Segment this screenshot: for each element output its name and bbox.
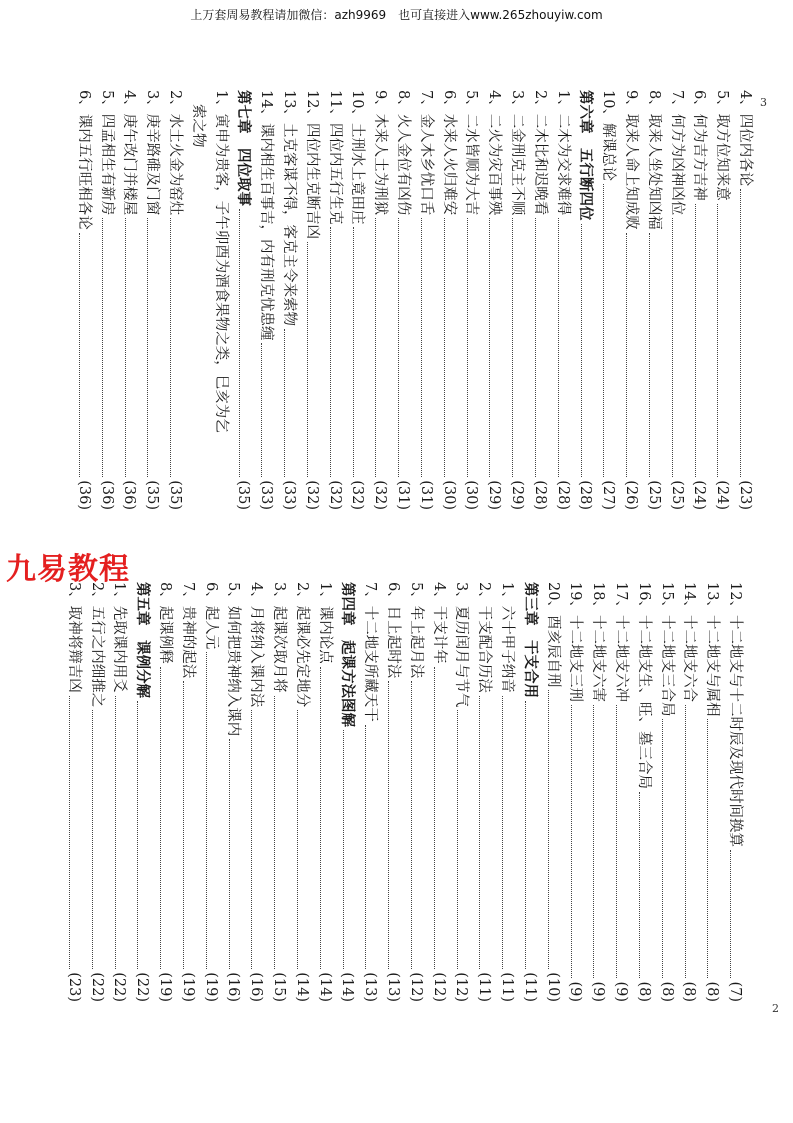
toc-entry-page: (32) xyxy=(326,480,343,510)
toc-entry-row xyxy=(596,90,619,510)
toc-entry-row xyxy=(222,582,245,1002)
toc-panel-lower xyxy=(36,582,746,1002)
toc-dot-leader xyxy=(297,710,298,969)
toc-dot-leader xyxy=(239,209,240,477)
toc-entry-title: 14、十二地支六合 xyxy=(681,582,698,702)
toc-entry-row xyxy=(700,582,723,1002)
toc-entry-title: 10、土刑水上竟田庄 xyxy=(349,90,366,225)
toc-dot-leader xyxy=(548,690,549,969)
toc-entry-row xyxy=(176,582,199,1002)
toc-entry-title: 7、何方为凶神凶位 xyxy=(668,90,685,216)
toc-entry-row xyxy=(391,90,414,510)
toc-dot-leader xyxy=(375,218,376,477)
toc-entry-title: 6、起人元 xyxy=(202,582,219,650)
toc-entry-title: 12、十二地支与十二时辰及现代时间换算 xyxy=(727,582,743,847)
toc-entry-title: 2、五行之内细推之 xyxy=(88,582,105,708)
toc-entry-page: (12) xyxy=(430,972,447,1002)
toc-entry-title: 1、六十甲子纳音 xyxy=(499,582,516,693)
toc-entry-row xyxy=(290,582,313,1002)
toc-entry-row xyxy=(163,90,186,510)
toc-entry-title: 4、月将纳入课内法 xyxy=(248,582,265,708)
toc-entry-title: 5、如何把贵神纳入课内 xyxy=(225,582,242,737)
toc-entry-row xyxy=(313,582,336,1002)
toc-entry-row xyxy=(186,90,209,510)
toc-dot-leader xyxy=(102,218,103,477)
toc-dot-leader xyxy=(353,227,354,477)
toc-entry-title: 2、二木比和迟晚看 xyxy=(531,90,548,216)
toc-dot-leader xyxy=(685,705,686,979)
toc-entry-row xyxy=(140,90,163,510)
toc-dot-leader xyxy=(525,701,526,969)
toc-entry-title: 16、十二地支生、旺、墓三合局 xyxy=(635,582,652,789)
toc-entry-row xyxy=(368,90,391,510)
toc-entry-title: 第四章 起课方法图解 xyxy=(339,582,357,727)
toc-dot-leader xyxy=(457,710,458,969)
toc-entry-page: (25) xyxy=(645,480,662,510)
toc-entry-title: 18、十二地支六害 xyxy=(590,582,607,702)
toc-entry-title: 11、四位内五行生克 xyxy=(326,90,343,225)
toc-entry-title: 20、酉亥辰自刑 xyxy=(544,582,561,688)
toc-entry-row xyxy=(346,90,369,510)
toc-entry-title: 4、庚午改门并楼屋 xyxy=(121,90,138,216)
toc-entry-title: 第五章 课例分解 xyxy=(134,582,152,698)
toc-entry-title: 8、起课例释 xyxy=(157,582,174,664)
toc-entry-page: (36) xyxy=(75,480,92,510)
toc-dot-leader xyxy=(160,667,161,970)
toc-entry-title: 9、木来人土为刑狱 xyxy=(372,90,389,216)
toc-dot-leader xyxy=(92,710,93,969)
toc-entry-page: (30) xyxy=(463,480,480,510)
toc-entry-title: 1、二木为交求难得 xyxy=(554,90,571,216)
toc-entry-page: (29) xyxy=(509,480,526,510)
toc-dot-leader xyxy=(307,242,308,477)
toc-dot-leader xyxy=(411,681,412,969)
watermark-logo: 九易教程 xyxy=(6,552,130,587)
toc-entry-page: (8) xyxy=(704,981,721,1002)
toc-entry-page: (8) xyxy=(681,981,698,1002)
toc-dot-leader xyxy=(730,850,731,979)
toc-entry-title: 5、二水皆顺为大吉 xyxy=(463,90,480,216)
toc-entry-row xyxy=(678,582,701,1002)
toc-dot-leader xyxy=(502,696,503,970)
toc-dot-leader xyxy=(626,233,627,478)
toc-entry-row xyxy=(199,582,222,1002)
toc-dot-leader xyxy=(672,218,673,477)
toc-entry-page: (30) xyxy=(440,480,457,510)
toc-entry-page: (35) xyxy=(144,480,161,510)
toc-entry-title: 6、何为吉方吉神 xyxy=(691,90,708,201)
toc-entry-title: 14、课内相生百事吉，内有刑克忧患缠 xyxy=(258,90,275,341)
toc-entry-row xyxy=(267,582,290,1002)
toc-dot-leader xyxy=(365,725,366,970)
toc-entry-page: (15) xyxy=(271,972,288,1002)
toc-entry-page: (12) xyxy=(407,972,424,1002)
toc-dot-leader xyxy=(147,218,148,477)
toc-dot-leader xyxy=(251,710,252,969)
toc-dot-leader xyxy=(639,792,640,979)
toc-dot-leader xyxy=(479,696,480,970)
toc-entry-row xyxy=(323,90,346,510)
toc-list-upper xyxy=(72,90,756,510)
toc-dot-leader xyxy=(444,218,445,477)
toc-entry-page: (10) xyxy=(544,972,561,1002)
toc-entry-page: (24) xyxy=(691,480,708,510)
toc-entry-row xyxy=(619,90,642,510)
toc-entry-page: (13) xyxy=(385,972,402,1002)
toc-entry-row xyxy=(472,582,495,1002)
toc-entry-row xyxy=(723,582,746,1002)
toc-entry-page: (8) xyxy=(658,981,675,1002)
toc-panel-upper xyxy=(36,90,756,510)
toc-dot-leader xyxy=(489,218,490,477)
toc-entry-title: 8、取来人坐处知凶福 xyxy=(645,90,662,230)
toc-entry-row xyxy=(427,582,450,1002)
toc-dot-leader xyxy=(740,189,741,477)
toc-dot-leader xyxy=(512,218,513,477)
toc-entry-row xyxy=(108,582,131,1002)
toc-entry-row xyxy=(277,90,300,510)
toc-chapter-row xyxy=(518,582,541,1002)
toc-entry-page: (16) xyxy=(225,972,242,1002)
toc-dot-leader xyxy=(662,719,663,978)
toc-dot-leader xyxy=(649,233,650,478)
toc-entry-page: (35) xyxy=(235,480,252,510)
toc-entry-title: 第七章 四位取事 xyxy=(235,90,253,206)
toc-entry-row xyxy=(381,582,404,1002)
toc-entry-title: 8、火人金位有凶伤 xyxy=(395,90,412,216)
toc-entry-page: (16) xyxy=(248,972,265,1002)
toc-dot-leader xyxy=(535,218,536,477)
toc-dot-leader xyxy=(115,696,116,970)
toc-entry-row xyxy=(414,90,437,510)
toc-dot-leader xyxy=(388,681,389,969)
toc-entry-row xyxy=(733,90,756,510)
toc-entry-title: 3、二金刑克主不顺 xyxy=(509,90,526,216)
toc-dot-leader xyxy=(581,224,582,478)
toc-dot-leader xyxy=(183,681,184,969)
toc-entry-page: (12) xyxy=(453,972,470,1002)
toc-entry-row xyxy=(551,90,574,510)
toc-entry-page: (9) xyxy=(567,981,584,1002)
toc-entry-title: 4、干支计年 xyxy=(430,582,447,664)
toc-dot-leader xyxy=(616,705,617,979)
toc-entry-title: 5、四孟相生有新房 xyxy=(98,90,115,216)
toc-entry-title: 2、水土火金为窑灶 xyxy=(167,90,184,216)
toc-entry-title: 3、夏历闰月与节气 xyxy=(453,582,470,708)
toc-entry-page: (32) xyxy=(303,480,320,510)
toc-entry-title: 9、取来人命上知成败 xyxy=(623,90,640,230)
toc-entry-page: (14) xyxy=(293,972,310,1002)
toc-entry-title: 1、先取课内用爻 xyxy=(111,582,128,693)
toc-entry-title: 2、起课必先定地分 xyxy=(293,582,310,708)
toc-dot-leader xyxy=(421,218,422,477)
toc-entry-page: (33) xyxy=(281,480,298,510)
toc-entry-row xyxy=(609,582,632,1002)
toc-entry-title: 13、土克客谋不得，客克主令来索物 xyxy=(281,90,298,326)
toc-entry-title: 第三章 干支合用 xyxy=(521,582,539,698)
toc-entry-row xyxy=(495,582,518,1002)
toc-chapter-row xyxy=(130,582,153,1002)
toc-entry-page: (8) xyxy=(635,981,652,1002)
toc-entry-page: (22) xyxy=(134,972,151,1002)
toc-entry-page: (26) xyxy=(623,480,640,510)
toc-entry-row xyxy=(450,582,473,1002)
toc-entry-title: 1、寅申为贵客，子午卯酉为酒食果物之类，巳亥为乞 xyxy=(212,90,229,433)
toc-entry-row xyxy=(642,90,665,510)
toc-entry-page: (19) xyxy=(202,972,219,1002)
toc-entry-title: 7、贵神的起法 xyxy=(179,582,196,679)
toc-entry-title: 3、取神将辩吉凶 xyxy=(65,582,82,693)
toc-dot-leader xyxy=(707,719,708,978)
toc-chapter-row xyxy=(574,90,597,510)
toc-entry-row xyxy=(254,90,277,510)
toc-dot-leader xyxy=(274,696,275,970)
toc-entry-page: (22) xyxy=(111,972,128,1002)
toc-entry-page: (14) xyxy=(339,972,356,1002)
toc-entry-row xyxy=(564,582,587,1002)
toc-entry-page: (36) xyxy=(98,480,115,510)
toc-dot-leader xyxy=(320,667,321,970)
toc-entry-row xyxy=(300,90,323,510)
toc-dot-leader xyxy=(69,696,70,970)
toc-entry-row xyxy=(460,90,483,510)
toc-entry-title: 4、四位内各论 xyxy=(737,90,753,187)
toc-dot-leader xyxy=(467,218,468,477)
toc-entry-row xyxy=(95,90,118,510)
toc-chapter-row xyxy=(336,582,359,1002)
toc-entry-page: (28) xyxy=(577,480,594,510)
toc-entry-page: (31) xyxy=(417,480,434,510)
toc-entry-row xyxy=(437,90,460,510)
toc-entry-row xyxy=(688,90,711,510)
toc-entry-title: 7、十二地支所藏天干 xyxy=(362,582,379,722)
toc-entry-row xyxy=(632,582,655,1002)
toc-entry-row xyxy=(404,582,427,1002)
toc-entry-row xyxy=(541,582,564,1002)
toc-entry-title: 5、取方位知来意 xyxy=(714,90,731,201)
toc-entry-page: (32) xyxy=(372,480,389,510)
toc-entry-page: (22) xyxy=(88,972,105,1002)
toc-entry-page: (19) xyxy=(179,972,196,1002)
toc-dot-leader xyxy=(343,730,344,969)
toc-dot-leader xyxy=(571,705,572,979)
toc-dot-leader xyxy=(206,652,207,969)
toc-entry-page: (14) xyxy=(316,972,333,1002)
toc-entry-page: (25) xyxy=(668,480,685,510)
page-number-top: 3 xyxy=(760,96,767,109)
toc-dot-leader xyxy=(284,329,285,477)
toc-dot-leader xyxy=(593,705,594,979)
toc-entry-title: 13、十二地支与属相 xyxy=(704,582,721,717)
toc-chapter-row xyxy=(232,90,255,510)
toc-entry-page: (29) xyxy=(486,480,503,510)
toc-entry-title: 17、十二地支六冲 xyxy=(613,582,630,702)
toc-entry-page: (23) xyxy=(65,972,82,1002)
toc-entry-page: (24) xyxy=(714,480,731,510)
toc-entry-page: (28) xyxy=(554,480,571,510)
toc-dot-leader xyxy=(229,739,230,969)
toc-entry-title: 6、日上起时法 xyxy=(385,582,402,679)
toc-dot-leader xyxy=(603,184,604,477)
toc-entry-row xyxy=(482,90,505,510)
toc-entry-title: 12、四位内生克断吉凶 xyxy=(303,90,320,239)
toc-entry-row xyxy=(665,90,688,510)
toc-dot-leader xyxy=(717,204,718,478)
toc-entry-row xyxy=(153,582,176,1002)
toc-entry-page: (13) xyxy=(362,972,379,1002)
toc-dot-leader xyxy=(125,218,126,477)
toc-entry-title: 3、起课次取月将 xyxy=(271,582,288,693)
toc-entry-title: 7、金人木乡忧口舌 xyxy=(417,90,434,216)
toc-entry-title: 4、二火为灾百事殃 xyxy=(486,90,503,216)
page-number-bottom: 2 xyxy=(772,1002,779,1015)
toc-entry-page: (27) xyxy=(600,480,617,510)
toc-entry-title: 索之物 xyxy=(189,104,206,148)
toc-entry-page: (19) xyxy=(157,972,174,1002)
toc-entry-row xyxy=(72,90,95,510)
toc-entry-page: (28) xyxy=(531,480,548,510)
toc-entry-row xyxy=(85,582,108,1002)
toc-entry-title: 第六章 五行断四位 xyxy=(577,90,595,221)
toc-entry-row xyxy=(505,90,528,510)
toc-entry-page: (9) xyxy=(613,981,630,1002)
toc-entry-title: 10、解课总论 xyxy=(600,90,617,181)
toc-entry-title: 6、水来人火归难安 xyxy=(440,90,457,216)
toc-entry-page: (9) xyxy=(590,981,607,1002)
toc-entry-row xyxy=(244,582,267,1002)
toc-entry-page: (31) xyxy=(395,480,412,510)
toc-dot-leader xyxy=(558,218,559,477)
toc-entry-page: (23) xyxy=(737,480,753,510)
toc-entry-title: 1、课内论点 xyxy=(316,582,333,664)
page-header: 上万套周易教程请加微信：azh9969 也可直接进入www.265zhouyiw.com xyxy=(190,8,603,22)
toc-entry-page: (36) xyxy=(121,480,138,510)
toc-entry-row xyxy=(655,582,678,1002)
toc-entry-title: 5、年上起月法 xyxy=(407,582,424,679)
toc-dot-leader xyxy=(79,233,80,478)
toc-entry-page: (11) xyxy=(499,972,516,1002)
toc-entry-row xyxy=(118,90,141,510)
toc-dot-leader xyxy=(695,204,696,478)
toc-dot-leader xyxy=(330,227,331,477)
toc-entry-page: (33) xyxy=(258,480,275,510)
toc-entry-page: (11) xyxy=(476,972,493,1002)
toc-entry-title: 15、十二地支三合局 xyxy=(658,582,675,717)
toc-dot-leader xyxy=(170,218,171,477)
toc-entry-page: (11) xyxy=(521,972,538,1002)
toc-entry-row xyxy=(358,582,381,1002)
toc-list-lower xyxy=(62,582,746,1002)
toc-entry-row xyxy=(586,582,609,1002)
toc-entry-title: 6、课内五行旺相各论 xyxy=(75,90,92,230)
toc-entry-page: (35) xyxy=(167,480,184,510)
toc-dot-leader xyxy=(261,343,262,477)
toc-entry-title: 3、庚辛路碓及门窗 xyxy=(144,90,161,216)
toc-dot-leader xyxy=(398,218,399,477)
toc-entry-page: (32) xyxy=(349,480,366,510)
toc-entry-row xyxy=(710,90,733,510)
toc-dot-leader xyxy=(434,667,435,970)
toc-entry-title: 2、干支配合历法 xyxy=(476,582,493,693)
toc-entry-title: 19、十二地支三刑 xyxy=(567,582,584,702)
toc-entry-row xyxy=(62,582,85,1002)
toc-dot-leader xyxy=(137,701,138,969)
toc-entry-row xyxy=(209,90,232,510)
toc-entry-page: (7) xyxy=(727,981,743,1002)
toc-entry-row xyxy=(528,90,551,510)
